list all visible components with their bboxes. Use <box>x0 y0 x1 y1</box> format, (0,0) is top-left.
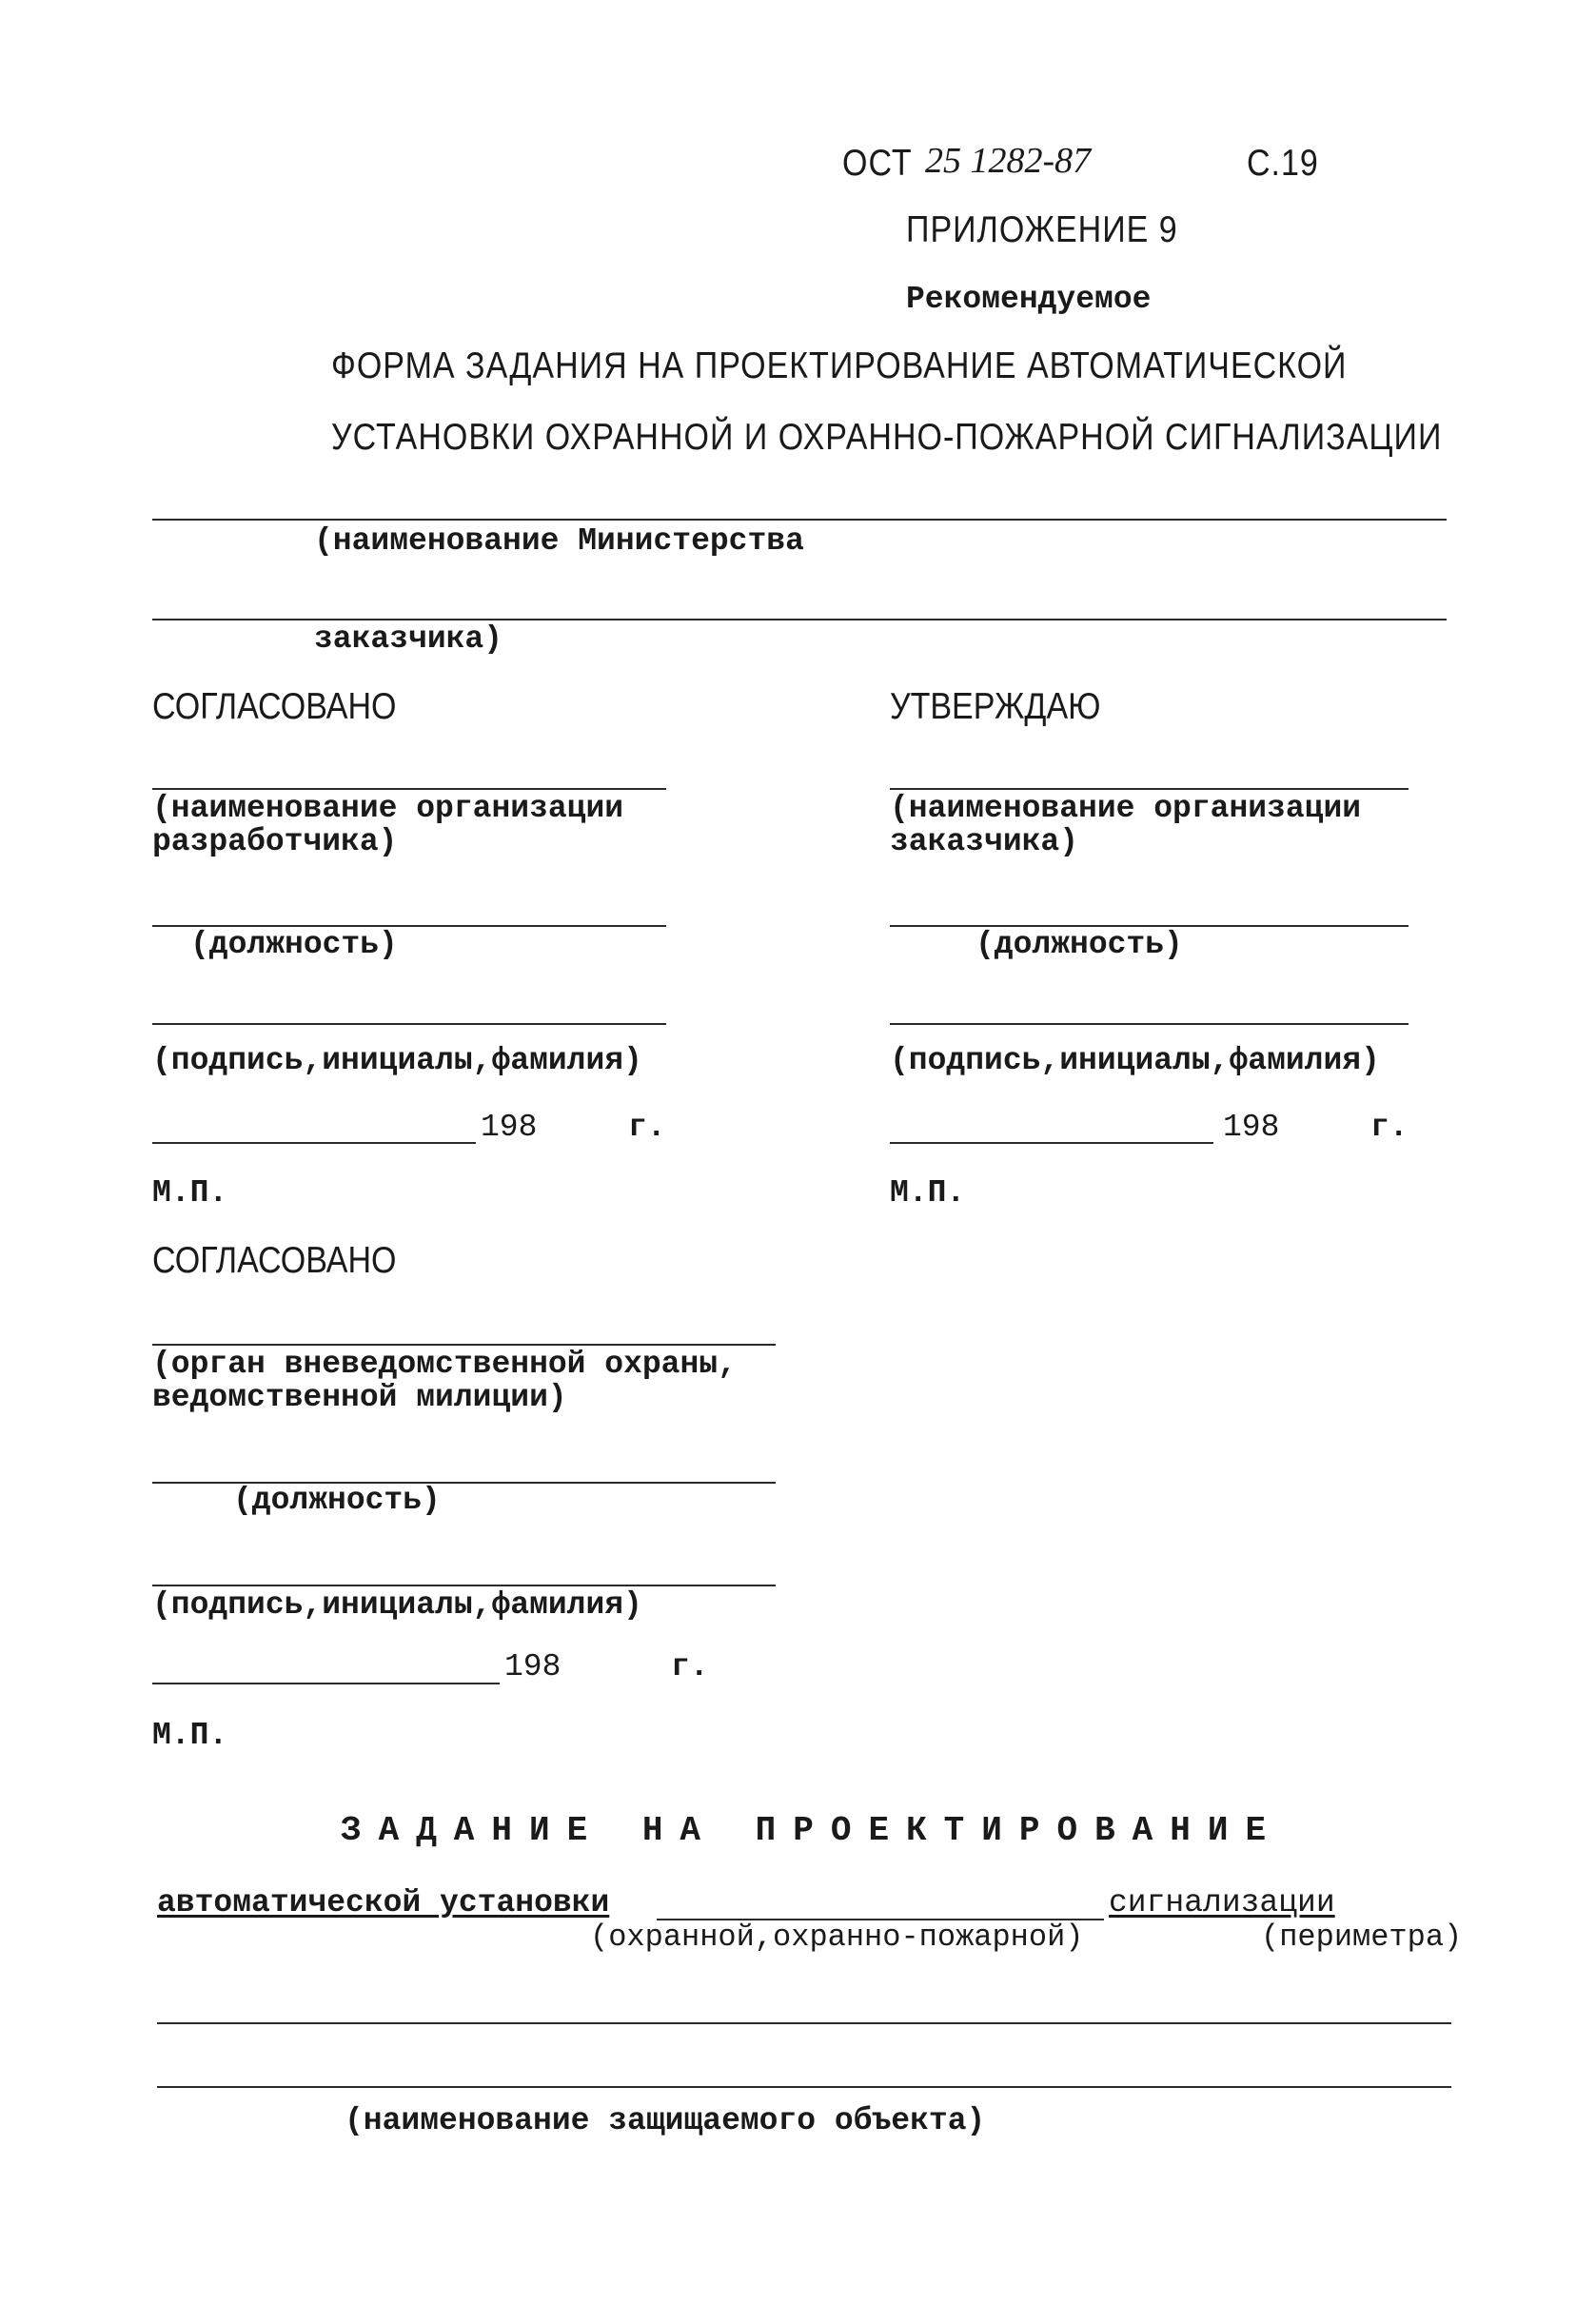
right-org-caption-1: (наименование организации <box>890 791 1362 826</box>
page-number: С.19 <box>1247 142 1319 185</box>
right-signature-caption: (подпись,инициалы,фамилия) <box>890 1043 1380 1078</box>
right-year: 198 <box>1223 1110 1280 1145</box>
right-year-suffix: г. <box>1370 1110 1409 1145</box>
object-line-1 <box>157 2022 1451 2024</box>
ministry-line-1 <box>152 519 1447 521</box>
left-year-suffix: г. <box>628 1110 666 1145</box>
right-org-line <box>890 788 1409 790</box>
left-position-caption: (должность) <box>190 927 398 962</box>
police-year-suffix: г. <box>671 1649 709 1684</box>
left-signature-caption: (подпись,инициалы,фамилия) <box>152 1043 642 1078</box>
police-approved-heading: СОГЛАСОВАНО <box>152 1239 397 1282</box>
object-line-2 <box>157 2086 1451 2088</box>
left-approved-heading: СОГЛАСОВАНО <box>152 685 397 728</box>
police-signature-line <box>152 1585 776 1586</box>
right-position-caption: (должность) <box>975 927 1183 962</box>
assignment-line-end: сигнализации <box>1109 1885 1335 1920</box>
object-caption: (наименование защищаемого объекта) <box>345 2103 986 2138</box>
form-title-line1: ФОРМА ЗАДАНИЯ НА ПРОЕКТИРОВАНИЕ АВТОМАТИЧЕСКОЙ <box>331 345 1348 387</box>
doc-code-prefix: ОСТ <box>842 142 913 185</box>
ministry-line-2 <box>152 619 1447 620</box>
assignment-caption-type: (охранной,охранно-пожарной) <box>590 1920 1084 1955</box>
police-stamp: М.П. <box>152 1718 228 1753</box>
doc-code-handwritten: 25 1282-87 <box>925 141 1092 181</box>
ministry-caption-1: (наименование Министерства <box>314 523 804 559</box>
police-year: 198 <box>504 1649 562 1684</box>
police-date-line <box>152 1683 500 1684</box>
left-org-caption-2: разработчика) <box>152 824 398 859</box>
assignment-line-start: автоматической установки <box>157 1885 610 1920</box>
right-stamp: М.П. <box>890 1175 966 1211</box>
police-org-caption-2: ведомственной милиции) <box>152 1380 567 1415</box>
left-org-caption-1: (наименование организации <box>152 791 624 826</box>
assignment-title: ЗАДАНИЕ НА ПРОЕКТИРОВАНИЕ <box>341 1811 1284 1850</box>
recommended-label: Рекомендуемое <box>906 282 1152 317</box>
police-org-line <box>152 1344 776 1346</box>
right-approve-heading: УТВЕРЖДАЮ <box>890 685 1101 728</box>
appendix-label: ПРИЛОЖЕНИЕ 9 <box>906 208 1178 251</box>
right-date-line <box>890 1142 1213 1144</box>
police-position-caption: (должность) <box>233 1483 441 1518</box>
police-signature-caption: (подпись,инициалы,фамилия) <box>152 1587 642 1623</box>
right-org-caption-2: заказчика) <box>890 824 1079 859</box>
right-signature-line <box>890 1023 1409 1025</box>
left-signature-line <box>152 1023 666 1025</box>
left-org-line <box>152 788 666 790</box>
left-stamp: М.П. <box>152 1175 228 1211</box>
form-title-line2: УСТАНОВКИ ОХРАННОЙ И ОХРАННО-ПОЖАРНОЙ СИГНАЛИЗАЦИИ <box>331 416 1443 459</box>
police-org-caption-1: (орган вневедомственной охраны, <box>152 1347 737 1382</box>
assignment-caption-perimeter: (периметра) <box>1261 1920 1463 1955</box>
left-year: 198 <box>481 1110 538 1145</box>
left-date-line <box>152 1142 476 1144</box>
ministry-caption-2: заказчика) <box>314 621 503 657</box>
